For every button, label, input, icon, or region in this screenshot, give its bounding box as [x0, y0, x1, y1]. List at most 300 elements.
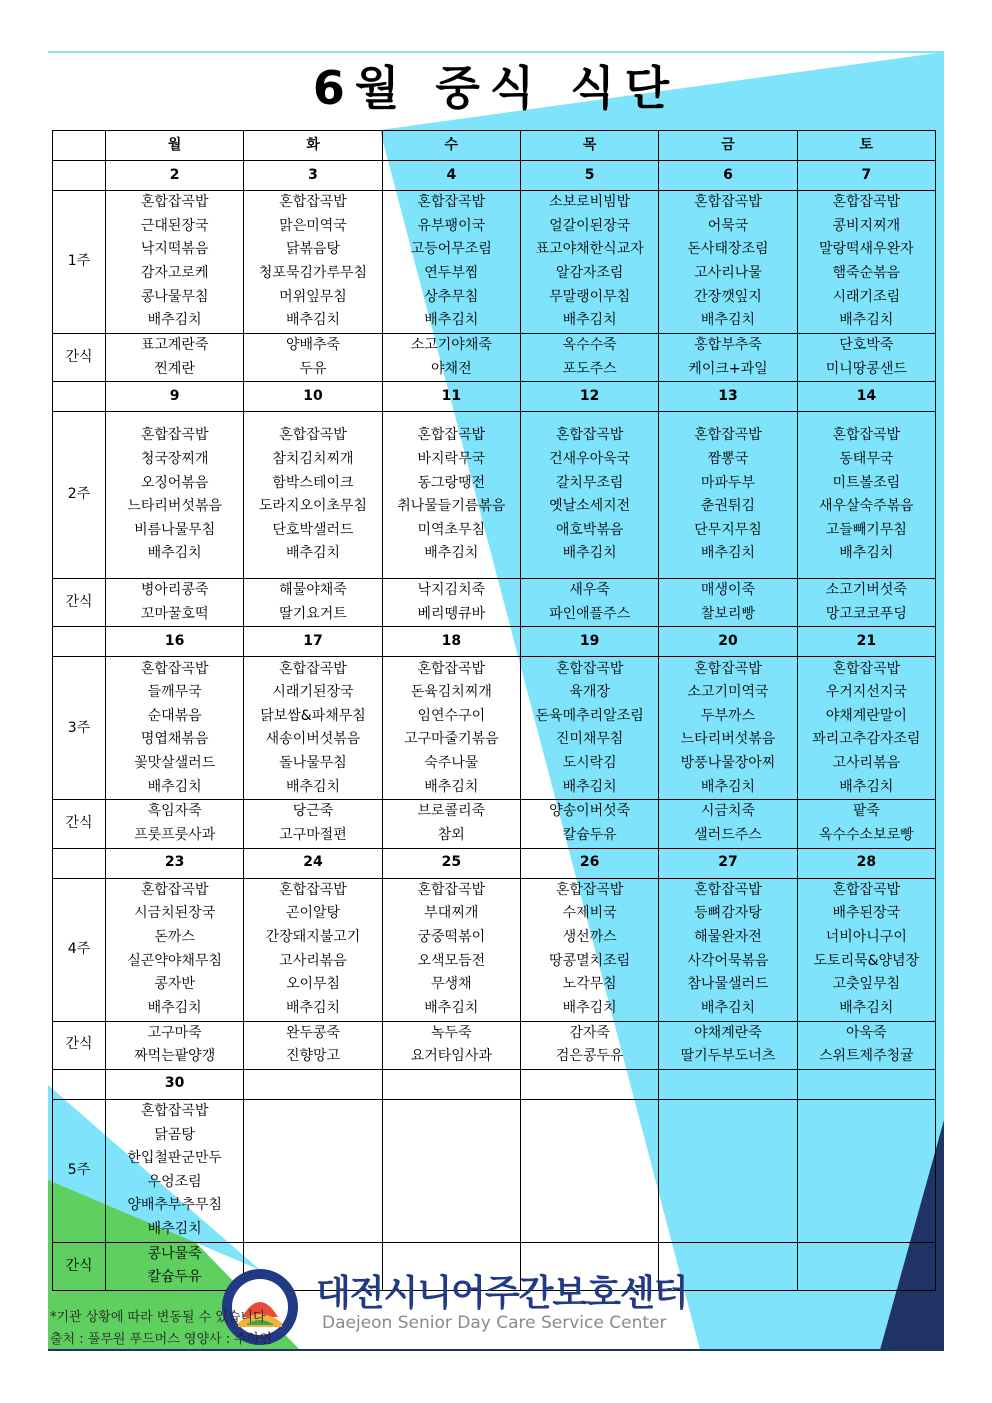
menu-item: 배추김치 — [562, 778, 617, 795]
date-corner — [53, 382, 106, 412]
meal-cell — [244, 1099, 382, 1242]
snack-cell — [520, 334, 658, 382]
snack-cell — [106, 800, 244, 848]
snack-item: 짜먹는팥양갱 — [134, 1048, 216, 1065]
snack-cell — [244, 579, 382, 627]
snack-label: 간식 — [53, 1021, 106, 1069]
date-cell: 10 — [244, 382, 382, 412]
menu-item: 배추김치 — [147, 778, 202, 795]
snack-row — [53, 579, 936, 627]
menu-item: 말랑떡새우완자 — [818, 241, 914, 258]
menu-item: 갈치무조림 — [555, 474, 624, 491]
meal-cell — [382, 657, 520, 800]
menu-item: 한입철판군만두 — [127, 1150, 222, 1167]
snack-item: 홍합부추죽 — [694, 337, 762, 353]
snack-item: 찐계란 — [154, 360, 195, 377]
snack-row — [53, 800, 936, 848]
menu-item: 우거지선지국 — [825, 684, 907, 701]
snack-item: 검은콩두유 — [555, 1048, 624, 1065]
menu-item: 건새우아욱국 — [549, 451, 631, 467]
menu-item: 혼합잡곡밥 — [555, 427, 624, 444]
menu-item: 혼합잡곡밥 — [694, 427, 762, 444]
snack-item: 매생이죽 — [700, 582, 756, 599]
center-logo — [218, 1263, 763, 1349]
menu-item: 단호박샐러드 — [272, 521, 354, 538]
snack-label: 간식 — [53, 1242, 106, 1290]
week-label: 4주 — [53, 878, 106, 1021]
date-cell: 27 — [659, 848, 797, 878]
menu-item: 오색모듬전 — [417, 952, 486, 969]
meal-row — [53, 657, 936, 800]
menu-item: 배추김치 — [700, 545, 756, 562]
date-cell: 16 — [106, 627, 244, 657]
menu-item: 배추된장국 — [832, 905, 901, 922]
menu-item: 양배추부추무침 — [127, 1197, 222, 1214]
menu-item: 돈육메추리알조림 — [535, 707, 644, 724]
snack-item: 당근죽 — [292, 803, 334, 820]
meal-row — [53, 878, 936, 1021]
menu-item: 배추김치 — [562, 312, 617, 329]
week-label: 3주 — [53, 657, 106, 800]
meal-cell — [244, 191, 382, 334]
meal-cell — [797, 878, 935, 1021]
snack-cell — [797, 1021, 935, 1069]
snack-item: 야채전 — [431, 360, 472, 377]
meal-cell — [520, 657, 658, 800]
snack-item: 진향망고 — [285, 1048, 341, 1065]
meal-cell — [106, 1099, 244, 1242]
snack-item: 양배추죽 — [285, 337, 341, 353]
footer-source: 출처 : 풀무원 푸드머스 영양사 : 주하연 — [50, 1332, 272, 1347]
menu-item: 고들빼기무침 — [825, 521, 907, 538]
snack-cell — [797, 334, 935, 382]
menu-item: 배추김치 — [839, 312, 894, 329]
snack-label: 간식 — [53, 800, 106, 848]
snack-item: 딸기요거트 — [279, 605, 347, 622]
menu-item: 마파두부 — [700, 474, 756, 491]
menu-item: 혼합잡곡밥 — [694, 881, 762, 898]
snack-item: 참외 — [437, 826, 465, 843]
date-cell: 18 — [382, 627, 520, 657]
menu-item: 미트볼조림 — [832, 474, 901, 491]
menu-item: 궁중떡볶이 — [417, 928, 486, 945]
menu-item: 참나물샐러드 — [687, 976, 769, 993]
menu-item: 도토리묵&양념장 — [813, 952, 920, 969]
menu-item: 배추김치 — [147, 312, 202, 329]
header-corner — [53, 131, 106, 161]
snack-cell — [244, 1021, 382, 1069]
meal-cell — [797, 657, 935, 800]
date-cell: 17 — [244, 627, 382, 657]
snack-item: 고구마죽 — [147, 1024, 202, 1041]
date-row — [53, 1069, 936, 1099]
menu-item: 배추김치 — [700, 999, 756, 1016]
menu-item: 돈육김치찌개 — [410, 684, 492, 701]
day-header: 월 — [106, 131, 244, 161]
menu-item: 간장깻잎지 — [694, 288, 762, 305]
date-corner — [53, 848, 106, 878]
menu-item: 콩비지찌개 — [832, 217, 901, 234]
snack-item: 브로콜리죽 — [417, 803, 486, 820]
menu-item: 혼합잡곡밥 — [140, 427, 209, 444]
menu-item: 콩나물무침 — [140, 288, 209, 305]
snack-item: 케이크+과일 — [688, 360, 768, 377]
menu-item: 배추김치 — [424, 778, 479, 795]
menu-item: 소고기미역국 — [687, 684, 769, 701]
menu-item: 느타리버섯볶음 — [680, 731, 776, 748]
menu-item: 간장돼지불고기 — [265, 928, 361, 945]
menu-item: 닭보쌈&파채무침 — [260, 707, 366, 724]
date-row — [53, 161, 936, 191]
snack-row — [53, 334, 936, 382]
week-label: 5주 — [53, 1099, 106, 1242]
menu-item: 임연수구이 — [417, 707, 486, 724]
menu-item: 함박스테이크 — [272, 474, 354, 491]
menu-item: 유부팽이국 — [417, 217, 486, 234]
menu-item: 무말랭이무침 — [549, 288, 631, 305]
menu-item: 상추무침 — [424, 288, 479, 305]
menu-item: 연두부찜 — [424, 265, 479, 281]
snack-cell — [659, 800, 797, 848]
menu-item: 혼합잡곡밥 — [140, 194, 209, 211]
menu-item: 애호박볶음 — [555, 521, 624, 538]
snack-item: 콩나물죽 — [147, 1245, 202, 1262]
menu-item: 야채계란말이 — [825, 707, 907, 724]
menu-item: 두부까스 — [700, 707, 756, 724]
meal-cell — [659, 657, 797, 800]
menu-item: 혼합잡곡밥 — [279, 660, 347, 677]
meal-cell — [244, 878, 382, 1021]
menu-item: 노각무침 — [562, 976, 617, 993]
snack-cell — [659, 334, 797, 382]
menu-item: 얼갈이된장국 — [549, 217, 631, 234]
menu-item: 배추김치 — [285, 999, 341, 1016]
snack-cell — [659, 1021, 797, 1069]
date-cell: 26 — [520, 848, 658, 878]
snack-cell — [797, 800, 935, 848]
menu-item: 콩자반 — [154, 976, 195, 993]
snack-item: 소고기버섯죽 — [825, 582, 907, 599]
snack-cell — [520, 579, 658, 627]
date-cell — [520, 1069, 658, 1099]
date-cell: 24 — [244, 848, 382, 878]
menu-item: 고춧잎무침 — [832, 976, 901, 993]
date-cell: 5 — [520, 161, 658, 191]
meal-cell — [659, 1099, 797, 1242]
menu-item: 혼합잡곡밥 — [417, 427, 486, 444]
snack-item: 포도주스 — [562, 360, 617, 377]
menu-item: 낙지떡볶음 — [140, 241, 209, 258]
date-cell: 13 — [659, 382, 797, 412]
menu-item: 진미채무침 — [555, 731, 624, 748]
date-cell: 20 — [659, 627, 797, 657]
snack-cell — [106, 334, 244, 382]
menu-item: 비름나물무침 — [134, 521, 216, 538]
snack-item: 해물야채죽 — [279, 582, 347, 599]
snack-item: 팥죽 — [852, 803, 880, 820]
menu-item: 춘권튀김 — [700, 498, 756, 515]
date-corner — [53, 1069, 106, 1099]
menu-item: 명엽채볶음 — [140, 731, 209, 748]
snack-label: 간식 — [53, 334, 106, 382]
footer-notes — [50, 1307, 272, 1351]
menu-item: 방풍나물장아찌 — [680, 754, 776, 771]
snack-item: 양송이버섯죽 — [549, 803, 631, 820]
snack-item: 망고코코푸딩 — [825, 605, 907, 622]
menu-item: 혼합잡곡밥 — [832, 881, 901, 898]
menu-item: 닭곰탕 — [154, 1126, 195, 1143]
menu-item: 시래기조림 — [832, 288, 901, 305]
day-header: 목 — [520, 131, 658, 161]
meal-cell — [106, 412, 244, 579]
snack-item: 감자죽 — [569, 1024, 610, 1041]
menu-item: 짬뽕국 — [707, 451, 749, 467]
menu-item: 배추김치 — [147, 545, 202, 562]
date-cell: 2 — [106, 161, 244, 191]
center-name-ko: 대전시니어주간보호센터 — [316, 1273, 688, 1314]
day-header: 금 — [659, 131, 797, 161]
snack-cell — [106, 579, 244, 627]
meal-cell — [659, 878, 797, 1021]
meal-row — [53, 412, 936, 579]
day-header: 토 — [797, 131, 935, 161]
meal-cell — [520, 412, 658, 579]
menu-item: 배추김치 — [839, 999, 894, 1016]
menu-item: 숙주나물 — [424, 754, 479, 771]
menu-item: 혼합잡곡밥 — [417, 660, 486, 677]
footer-note: *기관 상황에 따라 변동될 수 있습니다 — [50, 1310, 266, 1325]
menu-item: 혼합잡곡밥 — [832, 427, 901, 444]
date-cell — [797, 1069, 935, 1099]
menu-table — [52, 130, 936, 1291]
date-row — [53, 627, 936, 657]
date-row — [53, 848, 936, 878]
date-cell: 11 — [382, 382, 520, 412]
menu-item: 청국장찌개 — [140, 451, 209, 467]
meal-row — [53, 191, 936, 334]
snack-item: 프룻프룻사과 — [134, 826, 216, 843]
menu-item: 고사리나물 — [694, 265, 762, 281]
snack-item: 칼슘두유 — [147, 1269, 202, 1286]
date-cell — [382, 1069, 520, 1099]
date-cell: 7 — [797, 161, 935, 191]
snack-item: 찰보리빵 — [700, 605, 756, 622]
snack-cell — [382, 334, 520, 382]
date-cell: 25 — [382, 848, 520, 878]
menu-item: 꽃맛살샐러드 — [134, 754, 216, 771]
menu-item: 소보로비빔밥 — [549, 194, 631, 211]
snack-item: 고구마절편 — [279, 826, 347, 843]
meal-cell — [382, 1099, 520, 1242]
snack-cell — [106, 1021, 244, 1069]
menu-item: 배추김치 — [700, 778, 756, 795]
meal-cell — [520, 1099, 658, 1242]
menu-item: 바지락무국 — [417, 451, 486, 467]
snack-cell — [244, 800, 382, 848]
menu-item: 혼합잡곡밥 — [140, 881, 209, 898]
snack-item: 새우죽 — [569, 582, 610, 599]
menu-item: 배추김치 — [147, 999, 202, 1016]
menu-item: 우엉조림 — [147, 1173, 202, 1190]
snack-label: 간식 — [53, 579, 106, 627]
menu-item: 고사리볶음 — [832, 754, 901, 771]
menu-item: 느타리버섯볶음 — [127, 498, 222, 515]
menu-item: 맑은미역국 — [279, 217, 347, 234]
snack-item: 두유 — [299, 360, 327, 377]
menu-item: 실곤약야채무침 — [127, 952, 222, 969]
snack-item: 스위트제주청귤 — [818, 1048, 914, 1065]
menu-item: 혼합잡곡밥 — [417, 881, 486, 898]
menu-item: 표고야채한식교자 — [535, 241, 644, 258]
menu-item: 새우살숙주볶음 — [818, 498, 914, 515]
meal-cell — [382, 412, 520, 579]
menu-item: 취나물들기름볶음 — [397, 498, 506, 515]
snack-item: 흑임자죽 — [147, 803, 202, 820]
meal-cell — [382, 878, 520, 1021]
menu-item: 곤이알탕 — [285, 905, 341, 922]
snack-item: 옥수수죽 — [562, 337, 617, 353]
menu-item: 순대볶음 — [147, 707, 202, 724]
date-cell — [244, 1069, 382, 1099]
snack-cell — [659, 579, 797, 627]
menu-item: 오징어볶음 — [140, 474, 209, 491]
meal-cell — [244, 657, 382, 800]
menu-item: 혼합잡곡밥 — [140, 1102, 209, 1119]
menu-item: 배추김치 — [285, 545, 341, 562]
week-label: 2주 — [53, 412, 106, 579]
menu-item: 새송이버섯볶음 — [265, 731, 361, 748]
menu-item: 참치김치찌개 — [272, 451, 354, 467]
meal-cell — [797, 191, 935, 334]
date-cell: 21 — [797, 627, 935, 657]
menu-item: 옛날소세지전 — [549, 498, 631, 515]
menu-item: 시래기된장국 — [272, 684, 354, 701]
menu-item: 배추김치 — [424, 312, 479, 329]
week-label: 1주 — [53, 191, 106, 334]
snack-cell — [382, 800, 520, 848]
menu-item: 해물완자전 — [694, 928, 762, 945]
meal-cell — [244, 412, 382, 579]
date-cell: 23 — [106, 848, 244, 878]
snack-cell — [520, 800, 658, 848]
date-cell: 14 — [797, 382, 935, 412]
date-cell — [659, 1069, 797, 1099]
snack-item: 표고계란죽 — [140, 337, 209, 353]
menu-item: 도시락김 — [562, 754, 617, 771]
snack-item: 샐러드주스 — [694, 826, 762, 843]
menu-item: 혼합잡곡밥 — [832, 660, 901, 677]
menu-item: 생선까스 — [562, 928, 617, 945]
day-header: 화 — [244, 131, 382, 161]
menu-item: 너비아니구이 — [825, 928, 907, 945]
menu-item: 무생채 — [431, 976, 472, 993]
menu-item: 혼합잡곡밥 — [279, 427, 347, 444]
date-cell: 9 — [106, 382, 244, 412]
menu-item: 청포묵김가루무침 — [258, 265, 368, 281]
snack-row — [53, 1021, 936, 1069]
menu-item: 배추김치 — [839, 778, 894, 795]
menu-item: 혼합잡곡밥 — [694, 660, 762, 677]
date-cell: 30 — [106, 1069, 244, 1099]
menu-item: 고등어무조림 — [410, 241, 492, 258]
snack-item: 시금치죽 — [700, 803, 756, 820]
snack-item: 요거타임사과 — [410, 1048, 492, 1065]
meal-row — [53, 1099, 936, 1242]
menu-item: 땅콩멸치조림 — [549, 952, 631, 969]
meal-cell — [797, 412, 935, 579]
menu-item: 사각어묵볶음 — [687, 952, 769, 969]
menu-item: 감자고로케 — [140, 265, 209, 281]
snack-cell — [797, 1242, 935, 1290]
snack-cell — [520, 1021, 658, 1069]
date-row — [53, 382, 936, 412]
menu-item: 들깨무국 — [147, 684, 202, 701]
menu-item: 혼합잡곡밥 — [694, 194, 762, 211]
snack-item: 녹두죽 — [431, 1024, 472, 1041]
menu-item: 배추김치 — [562, 999, 617, 1016]
snack-item: 병아리콩죽 — [140, 582, 209, 599]
snack-cell — [797, 579, 935, 627]
menu-item: 혼합잡곡밥 — [279, 881, 347, 898]
meal-cell — [659, 412, 797, 579]
menu-item: 미역초무침 — [417, 521, 486, 538]
day-header: 수 — [382, 131, 520, 161]
snack-item: 꼬마꿀호떡 — [140, 605, 209, 622]
menu-item: 배추김치 — [424, 999, 479, 1016]
menu-item: 배추김치 — [424, 545, 479, 562]
menu-item: 오이무침 — [285, 976, 341, 993]
menu-item: 고사리볶음 — [279, 952, 347, 969]
menu-item: 시금치된장국 — [134, 905, 216, 922]
meal-cell — [382, 191, 520, 334]
snack-item: 낙지김치죽 — [417, 582, 486, 599]
menu-item: 햄죽순볶음 — [832, 265, 901, 281]
menu-item: 배추김치 — [562, 545, 617, 562]
menu-item: 혼합잡곡밥 — [140, 660, 209, 677]
menu-item: 돈사태장조림 — [687, 241, 769, 258]
menu-item: 등뼈감자탕 — [694, 905, 762, 922]
menu-item: 닭볶음탕 — [285, 241, 341, 258]
menu-item: 돈까스 — [154, 928, 195, 945]
menu-item: 근대된장국 — [140, 217, 209, 234]
meal-cell — [106, 191, 244, 334]
page-title: 6월 중식 식단 — [312, 61, 680, 115]
menu-item: 부대찌개 — [424, 905, 479, 922]
snack-item: 완두콩죽 — [285, 1024, 341, 1041]
date-cell: 4 — [382, 161, 520, 191]
date-corner — [53, 627, 106, 657]
menu-item: 배추김치 — [147, 1220, 202, 1237]
snack-item: 단호박죽 — [839, 337, 894, 353]
snack-item: 야채계란죽 — [694, 1024, 762, 1041]
snack-cell — [382, 1021, 520, 1069]
day-header-row — [53, 131, 936, 161]
snack-item: 베리뗑큐바 — [417, 605, 486, 622]
menu-item: 꽈리고추감자조림 — [812, 731, 921, 748]
menu-item: 고구마줄기볶음 — [403, 731, 499, 748]
date-cell: 12 — [520, 382, 658, 412]
snack-item: 파인애플주스 — [549, 605, 631, 622]
menu-item: 알감자조림 — [555, 265, 624, 281]
meal-cell — [106, 657, 244, 800]
date-cell: 6 — [659, 161, 797, 191]
date-corner — [53, 161, 106, 191]
center-name-en: Daejeon Senior Day Care Service Center — [322, 1313, 667, 1333]
date-cell: 28 — [797, 848, 935, 878]
menu-item: 도라지오이초무침 — [258, 498, 368, 515]
menu-item: 혼합잡곡밥 — [417, 194, 486, 211]
date-cell: 19 — [520, 627, 658, 657]
